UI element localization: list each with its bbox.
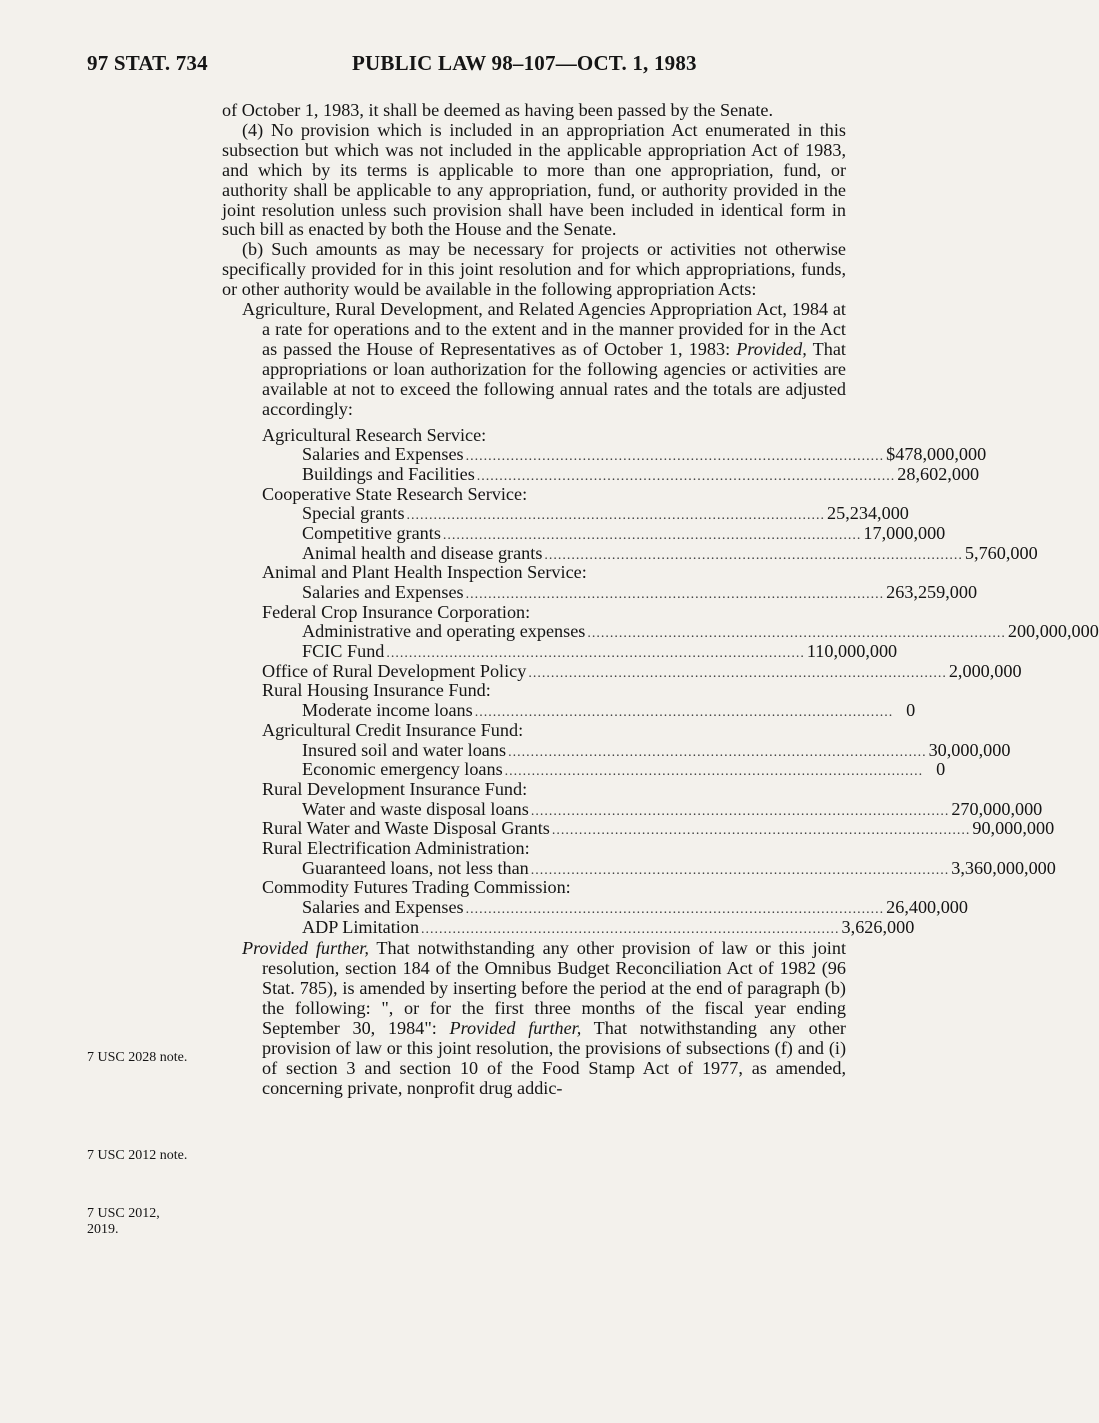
item-label: Animal health and disease grants [302, 542, 543, 563]
table-row [222, 444, 987, 465]
item-amount: 2,000,000 [948, 660, 1022, 681]
leader-dots: ............................................................................................. [551, 823, 971, 839]
table-row [222, 916, 915, 938]
provided-further-keyword: Provided further, [242, 938, 369, 959]
agency-heading: Animal and Plant Health Inspection Service: [262, 562, 587, 583]
item-label: Salaries and Expenses [302, 444, 464, 465]
table-row [222, 582, 978, 603]
agency-heading: Rural Development Insurance Fund: [262, 778, 528, 799]
leader-dots: ............................................................................................. [530, 803, 950, 819]
item-amount: 28,602,000 [897, 463, 980, 484]
item-amount: 17,000,000 [863, 522, 946, 543]
leader-dots: ............................................................................................. [465, 587, 885, 602]
agency-heading: Rural Housing Insurance Fund: [262, 680, 491, 701]
item-label: Rural Water and Waste Disposal Grants [262, 818, 550, 839]
paragraph-provided-further [242, 939, 846, 1098]
table-row [222, 503, 909, 524]
table-row [222, 700, 916, 721]
running-title: PUBLIC LAW 98–107—OCT. 1, 1983 [352, 51, 697, 75]
item-label: Water and waste disposal loans [302, 798, 529, 819]
margin-note-line: 2019. [87, 1222, 119, 1237]
margin-note-7-usc-2012: 7 USC 2012 note. [87, 1148, 188, 1163]
item-amount: 90,000,000 [972, 818, 1055, 839]
margin-note-line: 7 USC 2012, [87, 1206, 160, 1221]
item-label: Special grants [302, 503, 405, 524]
margin-note-7-usc-2028: 7 USC 2028 note. [87, 1050, 188, 1065]
item-amount: 30,000,000 [928, 739, 1011, 760]
table-row [222, 621, 1099, 642]
leader-dots: ............................................................................................. [474, 705, 894, 721]
agriculture-act-text: Agriculture, Rural Development, and Related Agencies Appropriation Act, 1984 at a rate for operations and to the extent and in the manner provided for in the Act as passed the House of Representatives as of October 1, 1983: [242, 299, 846, 359]
leader-dots: ............................................................................................. [530, 862, 950, 878]
leader-dots: ............................................................................................. [476, 468, 896, 484]
item-label: Salaries and Expenses [302, 897, 464, 917]
item-label: Economic emergency loans [302, 759, 503, 780]
statute-page-number: 97 STAT. 734 [87, 51, 208, 75]
item-label: Insured soil and water loans [302, 739, 507, 760]
item-amount: $478,000,000 [886, 444, 987, 465]
agriculture-act-provision: That appropriations or loan authorization for the following agencies or activities are available at not to exceed the following annual rates and the totals are adjusted accordingly: [262, 338, 846, 419]
paragraph-continuation: of October 1, 1983, it shall be deemed as having been passed by the Senate. [222, 100, 774, 120]
item-amount: 0 [906, 700, 916, 721]
item-label: Administrative and operating expenses [302, 621, 586, 642]
margin-note-7-usc-2012-2019 [87, 1206, 160, 1238]
item-amount: 263,259,000 [886, 582, 978, 602]
table-row [222, 660, 1022, 682]
leader-dots: ............................................................................................. [386, 646, 805, 662]
leader-dots: ............................................................................................. [508, 744, 927, 760]
provided-further-text-2: That notwithstanding any other provision of law or this joint resolution, the provisions of subsections (f) and (i) of section 3 and section 10 of the Food Stamp Act of 1977, as amended, concerning private, nonprofit drug addic- [262, 1018, 846, 1098]
item-label: Buildings and Facilities [302, 463, 475, 484]
item-label: Salaries and Expenses [302, 582, 464, 602]
leader-dots: ............................................................................................. [504, 764, 924, 780]
leader-dots: ............................................................................................. [442, 527, 862, 543]
item-amount: 3,360,000,000 [951, 857, 1056, 878]
item-amount: 26,400,000 [886, 897, 968, 917]
item-label: ADP Limitation [302, 916, 420, 937]
item-amount: 25,234,000 [827, 503, 909, 524]
table-row [222, 818, 1055, 839]
table-row [222, 463, 980, 485]
agency-heading: Rural Electrification Administration: [262, 837, 530, 858]
item-label: Office of Rural Development Policy [262, 660, 527, 681]
table-row [222, 857, 1056, 879]
item-label: Guaranteed loans, not less than [302, 857, 529, 878]
item-amount: 3,626,000 [841, 916, 915, 937]
document-body [222, 100, 1099, 1099]
leader-dots: ............................................................................................. [587, 626, 1006, 642]
provided-further-text: That notwithstanding any other provision of law or this joint resolution, section 184 of the Omnibus Budget Reconciliation Act of 1982 (96 Stat. 785), is amended by inserting before the period at the end of paragraph (b) the following: ", or for the first three months of the fiscal year ending September 30, 1984": [262, 938, 847, 1038]
item-amount: 5,760,000 [964, 542, 1038, 563]
appropriations-table [222, 424, 1099, 938]
leader-dots: ............................................................................................. [465, 449, 885, 465]
leader-dots: ............................................................................................. [544, 547, 963, 563]
provided-further-keyword-2: Provided further, [449, 1018, 582, 1038]
table-row [222, 897, 968, 918]
table-row [222, 739, 1011, 761]
table-row [222, 759, 946, 780]
item-amount: 270,000,000 [951, 798, 1043, 819]
table-row [222, 522, 946, 544]
table-row [222, 641, 898, 662]
leader-dots: ............................................................................................. [528, 665, 947, 681]
table-row [222, 542, 1038, 564]
item-label: Competitive grants [302, 522, 441, 543]
item-amount: 200,000,000 [1007, 621, 1099, 642]
leader-dots: ............................................................................................. [465, 902, 885, 917]
agency-heading: Federal Crop Insurance Corporation: [262, 601, 531, 622]
paragraph-4: (4) No provision which is included in an appropriation Act enumerated in this subsection but which was not included in the applicable appropriation Act of 1983, and which by its terms is applicable to more than one appropriation, fund, or authority shall be applicable to any appropriation, fund, or authority provided in the joint resolution unless such provision shall have been included in identical form in such bill as enacted by both the House and the Senate. [222, 119, 846, 240]
leader-dots: ............................................................................................. [421, 921, 840, 937]
item-label: FCIC Fund [302, 641, 385, 662]
item-amount: 0 [936, 759, 946, 780]
leader-dots: ............................................................................................. [406, 508, 826, 524]
table-row [222, 798, 1043, 820]
provided-keyword: Provided, [736, 338, 807, 359]
paragraph-agriculture-act [242, 300, 846, 419]
agency-heading: Agricultural Credit Insurance Fund: [262, 719, 524, 740]
agency-heading: Cooperative State Research Service: [262, 483, 528, 504]
agency-heading: Commodity Futures Trading Commission: [262, 877, 571, 898]
page-header [0, 0, 954, 80]
item-amount: 110,000,000 [806, 641, 898, 662]
paragraph-b: (b) Such amounts as may be necessary for projects or activities not otherwise specifically provided for in this joint resolution and for which appropriations, funds, or other authority would be available in the following appropriation Acts: [222, 239, 846, 300]
item-label: Moderate income loans [302, 700, 473, 721]
agency-heading: Agricultural Research Service: [262, 424, 487, 445]
